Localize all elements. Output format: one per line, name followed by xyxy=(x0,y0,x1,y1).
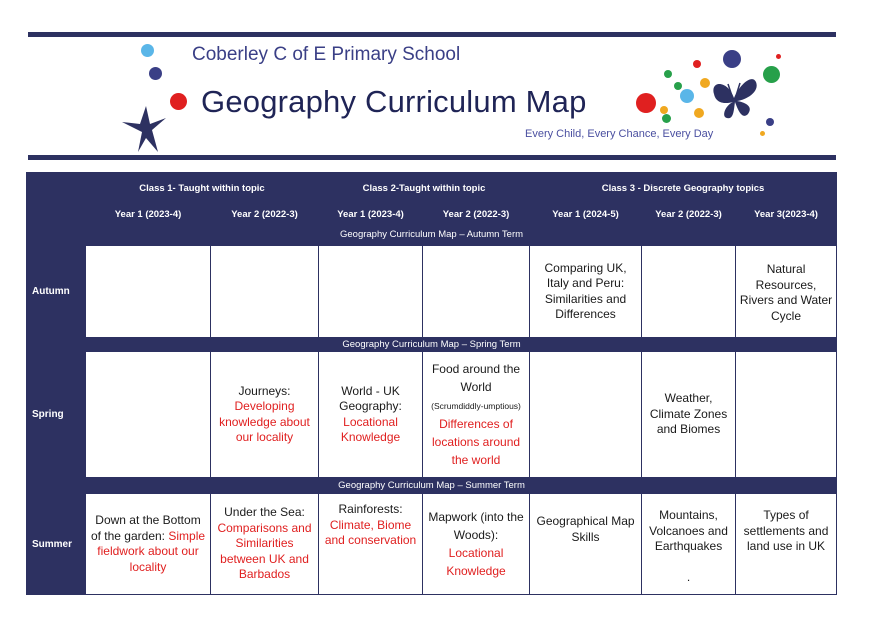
decor-dot xyxy=(763,66,780,83)
topic-detail: Developing knowledge about our locality xyxy=(219,399,310,444)
autumn-term-banner-row xyxy=(27,224,837,246)
topic-title: Types of settlements and land use in UK xyxy=(743,508,829,553)
spring-cell-c1y1 xyxy=(86,352,211,478)
curriculum-table xyxy=(26,172,837,595)
decor-dot xyxy=(664,70,672,78)
summer-cell-c2y2 xyxy=(423,494,530,595)
topic-title: World - UK Geography: xyxy=(339,383,402,413)
topic-note: (Scrumdiddly-umptious) xyxy=(431,401,521,411)
autumn-cell-c2y2 xyxy=(423,246,530,338)
year-header: Year 1 (2023-4) xyxy=(86,205,211,224)
summer-term-banner-row xyxy=(27,478,837,494)
top-rule xyxy=(28,32,836,37)
year-header: Year 1 (2023-4) xyxy=(319,205,423,224)
decor-dot xyxy=(693,60,701,68)
decor-dot xyxy=(674,82,682,90)
summer-label: Summer xyxy=(27,494,86,595)
topic-title: Weather, Climate Zones and Biomes xyxy=(649,391,728,437)
decor-dot xyxy=(662,114,671,123)
topic-title: Journeys: xyxy=(238,383,291,398)
spring-row xyxy=(27,352,837,478)
class-3-header: Class 3 - Discrete Geography topics xyxy=(530,173,837,205)
summer-cell-c3y2 xyxy=(642,494,736,595)
spring-cell-c2y2 xyxy=(423,352,530,478)
autumn-row xyxy=(27,246,837,338)
spring-term-banner-row xyxy=(27,338,837,352)
spring-cell-c1y2 xyxy=(211,352,319,478)
spring-cell-c3y1 xyxy=(530,352,642,478)
topic-title: Natural Resources, Rivers and Water Cycle xyxy=(739,262,833,323)
spring-cell-c2y1 xyxy=(319,352,423,478)
summer-row xyxy=(27,494,837,595)
topic-detail: Differences of locations around the world xyxy=(431,417,521,467)
autumn-cell-c3y3 xyxy=(736,246,837,338)
decor-dot xyxy=(680,89,694,103)
year-header: Year 2 (2022-3) xyxy=(423,205,530,224)
topic-title: Mountains, Volcanoes and Earthquakes xyxy=(649,508,728,553)
class-header-row xyxy=(27,173,837,205)
star-figure-logo-icon xyxy=(120,104,170,154)
header-banner xyxy=(28,32,836,160)
spring-label: Spring xyxy=(27,352,86,478)
topic-detail: Simple fieldwork about our locality xyxy=(97,528,206,574)
decor-dot xyxy=(170,93,187,110)
summer-cell-c1y2 xyxy=(211,494,319,595)
topic-detail: Locational Knowledge xyxy=(340,414,401,444)
summer-cell-c3y3 xyxy=(736,494,837,595)
autumn-label: Autumn xyxy=(27,246,86,338)
bottom-rule xyxy=(28,155,836,160)
spring-cell-c3y2 xyxy=(642,352,736,478)
year-header: Year 2 (2022-3) xyxy=(642,205,736,224)
year-header: Year 1 (2024-5) xyxy=(530,205,642,224)
school-motto: Every Child, Every Chance, Every Day xyxy=(525,128,714,140)
summer-cell-c2y1 xyxy=(319,494,423,595)
topic-title: Under the Sea: xyxy=(224,505,305,520)
butterfly-logo-icon xyxy=(706,74,762,124)
year-header: Year 3(2023-4) xyxy=(736,205,837,224)
summer-term-banner: Geography Curriculum Map – Summer Term xyxy=(27,478,837,494)
spring-cell-c3y3 xyxy=(736,352,837,478)
decor-dot xyxy=(723,50,741,68)
autumn-cell-c1y2 xyxy=(211,246,319,338)
decor-dot xyxy=(141,44,154,57)
topic-title: Geographical Map Skills xyxy=(536,514,635,544)
topic-title: Food around the World xyxy=(431,362,521,394)
page-title: Geography Curriculum Map xyxy=(201,84,587,119)
decor-dot xyxy=(636,93,656,113)
decor-dot xyxy=(660,106,668,114)
autumn-cell-c2y1 xyxy=(319,246,423,338)
decor-dot xyxy=(694,108,704,118)
topic-detail: Climate, Biome and conservation xyxy=(324,517,417,547)
summer-cell-c3y1 xyxy=(530,494,642,595)
class-1-header: Class 1- Taught within topic xyxy=(86,173,319,205)
autumn-cell-c3y2 xyxy=(642,246,736,338)
trailing-dot: . xyxy=(686,570,691,584)
autumn-term-banner: Geography Curriculum Map – Autumn Term xyxy=(27,224,837,246)
autumn-cell-c3y1 xyxy=(530,246,642,338)
summer-cell-c1y1 xyxy=(86,494,211,595)
topic-title: Rainforests: xyxy=(338,502,403,516)
topic-title: Down at the Bottom of the garden: xyxy=(90,513,201,543)
decor-dot xyxy=(760,131,765,136)
decor-dot xyxy=(149,67,162,80)
decor-dot xyxy=(766,118,774,126)
decor-dot xyxy=(776,54,781,59)
topic-title: Mapwork (into the Woods): xyxy=(428,510,524,542)
topic-detail: Comparisons and Similarities between UK and Barbados xyxy=(217,520,312,582)
topic-detail: Locational Knowledge xyxy=(446,546,506,578)
corner-cell xyxy=(27,205,86,224)
year-header: Year 2 (2022-3) xyxy=(211,205,319,224)
corner-cell xyxy=(27,173,86,205)
school-name: Coberley C of E Primary School xyxy=(192,44,461,65)
spring-term-banner: Geography Curriculum Map – Spring Term xyxy=(27,338,837,352)
topic-title: Comparing UK, Italy and Peru: Similarities and Differences xyxy=(544,260,627,321)
class-2-header: Class 2-Taught within topic xyxy=(319,173,530,205)
year-header-row xyxy=(27,205,837,224)
autumn-cell-c1y1 xyxy=(86,246,211,338)
